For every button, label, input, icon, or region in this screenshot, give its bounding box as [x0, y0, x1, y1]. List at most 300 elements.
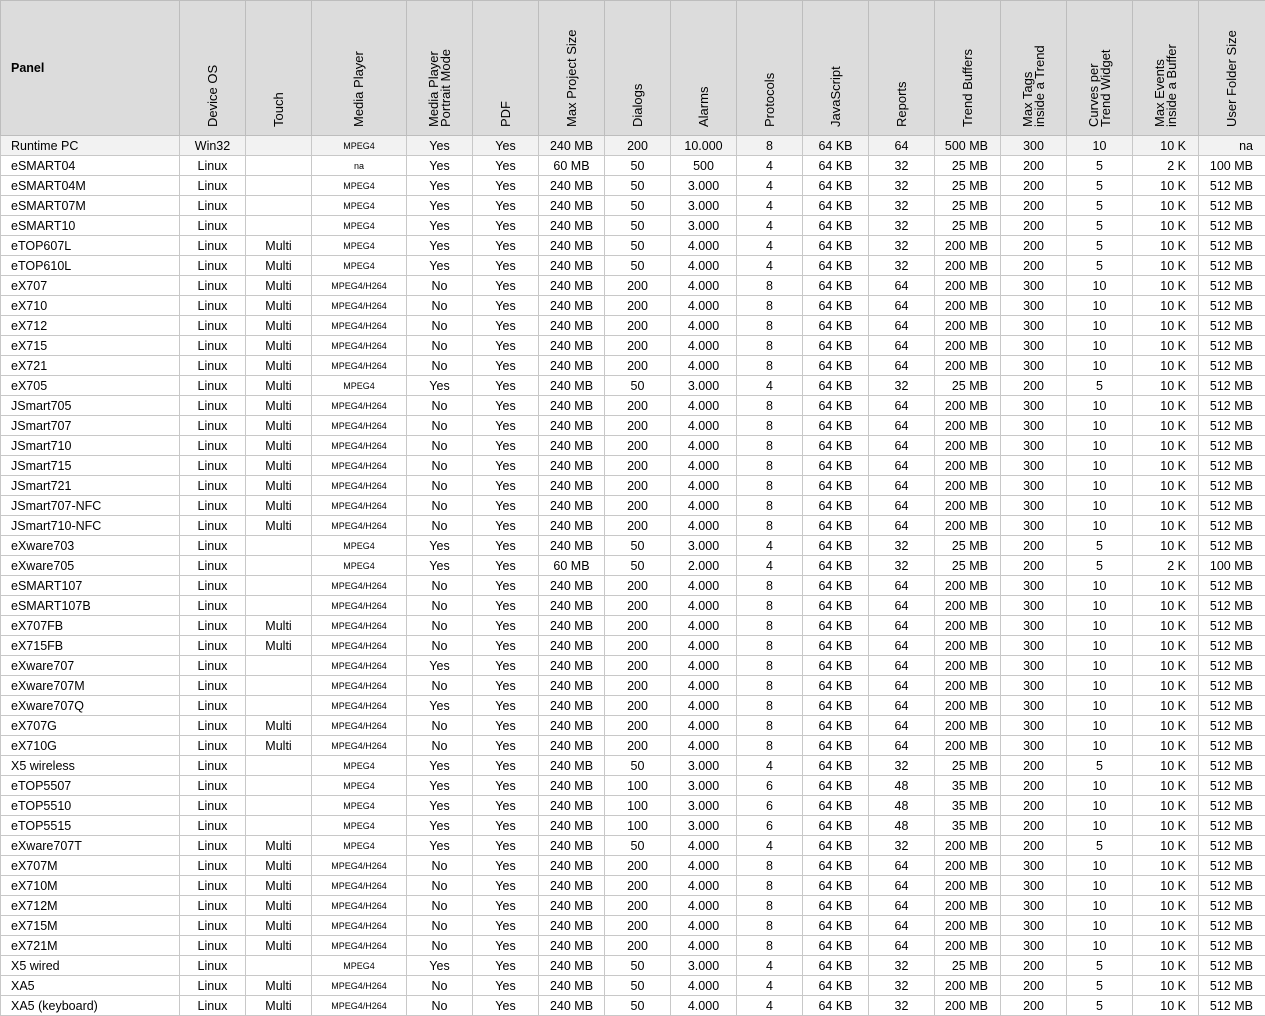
table-cell: 300 — [1001, 616, 1067, 636]
table-cell: 300 — [1001, 436, 1067, 456]
table-cell: 300 — [1001, 916, 1067, 936]
table-cell: 200 MB — [935, 616, 1001, 636]
table-cell: 10 — [1067, 496, 1133, 516]
table-cell: 10 — [1067, 796, 1133, 816]
table-cell: XA5 (keyboard) — [1, 996, 180, 1016]
table-cell: 200 — [605, 456, 671, 476]
table-row — [1, 716, 1265, 736]
table-cell: 10 — [1067, 856, 1133, 876]
table-cell: 200 — [605, 736, 671, 756]
table-cell: MPEG4 — [312, 796, 407, 816]
table-cell: Yes — [473, 196, 539, 216]
table-cell: 512 MB — [1199, 516, 1265, 536]
table-cell: 200 MB — [935, 836, 1001, 856]
table-cell: 240 MB — [539, 476, 605, 496]
column-header — [1067, 1, 1133, 136]
table-cell: 512 MB — [1199, 436, 1265, 456]
table-cell: MPEG4/H264 — [312, 696, 407, 716]
table-cell: 3.000 — [671, 796, 737, 816]
table-cell: 10 K — [1133, 216, 1199, 236]
table-cell: 10 — [1067, 916, 1133, 936]
table-cell: 512 MB — [1199, 716, 1265, 736]
table-cell: Linux — [180, 316, 246, 336]
table-cell: 100 — [605, 796, 671, 816]
table-cell: Linux — [180, 996, 246, 1016]
table-cell: eTOP5507 — [1, 776, 180, 796]
table-cell: MPEG4/H264 — [312, 276, 407, 296]
table-cell: 512 MB — [1199, 596, 1265, 616]
table-cell: 50 — [605, 196, 671, 216]
table-cell: 240 MB — [539, 896, 605, 916]
table-cell — [246, 596, 312, 616]
table-cell: Multi — [246, 496, 312, 516]
table-cell: 32 — [869, 236, 935, 256]
table-cell: 64 — [869, 356, 935, 376]
table-cell: 10 — [1067, 936, 1133, 956]
table-cell — [246, 756, 312, 776]
table-cell: MPEG4/H264 — [312, 616, 407, 636]
table-cell: 64 KB — [803, 196, 869, 216]
table-cell: 200 — [1001, 536, 1067, 556]
table-cell — [246, 796, 312, 816]
table-cell: Multi — [246, 416, 312, 436]
table-cell: 8 — [737, 656, 803, 676]
table-cell: No — [407, 436, 473, 456]
table-row — [1, 636, 1265, 656]
table-cell: 512 MB — [1199, 216, 1265, 236]
table-cell: 10 — [1067, 296, 1133, 316]
table-cell: 64 KB — [803, 756, 869, 776]
table-cell: 10 K — [1133, 236, 1199, 256]
table-cell: 64 — [869, 396, 935, 416]
table-cell: 4.000 — [671, 616, 737, 636]
table-cell: 10 K — [1133, 396, 1199, 416]
table-row — [1, 416, 1265, 436]
table-cell: 200 — [605, 316, 671, 336]
table-cell: Multi — [246, 476, 312, 496]
column-header — [246, 1, 312, 136]
table-cell: 64 — [869, 936, 935, 956]
table-row — [1, 456, 1265, 476]
table-cell: 200 — [605, 476, 671, 496]
table-cell: 4.000 — [671, 496, 737, 516]
table-cell: 4.000 — [671, 976, 737, 996]
table-cell: 5 — [1067, 176, 1133, 196]
table-cell: 200 MB — [935, 276, 1001, 296]
table-cell: 5 — [1067, 256, 1133, 276]
table-cell: 200 — [605, 296, 671, 316]
column-header-label: PDF — [500, 3, 512, 127]
table-cell: 4.000 — [671, 276, 737, 296]
table-cell: Linux — [180, 356, 246, 376]
table-cell: 200 — [605, 596, 671, 616]
table-cell: 4.000 — [671, 696, 737, 716]
table-cell: 10 K — [1133, 536, 1199, 556]
table-cell: JSmart710-NFC — [1, 516, 180, 536]
table-cell: 240 MB — [539, 396, 605, 416]
table-cell: Yes — [407, 816, 473, 836]
table-cell: 60 MB — [539, 556, 605, 576]
table-cell: Yes — [407, 156, 473, 176]
table-cell: 50 — [605, 956, 671, 976]
table-cell: No — [407, 936, 473, 956]
table-cell: 50 — [605, 996, 671, 1016]
table-cell: 512 MB — [1199, 256, 1265, 276]
table-cell: 64 KB — [803, 376, 869, 396]
table-cell: 8 — [737, 496, 803, 516]
column-header — [539, 1, 605, 136]
table-cell: 10 — [1067, 396, 1133, 416]
table-cell: 8 — [737, 336, 803, 356]
table-cell: 240 MB — [539, 236, 605, 256]
table-cell: 200 MB — [935, 416, 1001, 436]
table-cell: 300 — [1001, 136, 1067, 156]
table-cell: 5 — [1067, 216, 1133, 236]
table-cell: Yes — [473, 516, 539, 536]
table-cell: MPEG4 — [312, 176, 407, 196]
table-row — [1, 596, 1265, 616]
table-cell: 6 — [737, 816, 803, 836]
table-cell: 3.000 — [671, 216, 737, 236]
table-cell: 10 K — [1133, 436, 1199, 456]
table-cell: Multi — [246, 916, 312, 936]
table-cell: 240 MB — [539, 836, 605, 856]
table-cell — [246, 216, 312, 236]
table-cell: 240 MB — [539, 276, 605, 296]
table-cell: Multi — [246, 256, 312, 276]
table-cell: MPEG4/H264 — [312, 596, 407, 616]
table-cell: 64 — [869, 636, 935, 656]
column-header — [803, 1, 869, 136]
table-cell: 64 — [869, 516, 935, 536]
table-cell: 300 — [1001, 636, 1067, 656]
table-cell — [246, 556, 312, 576]
table-cell: No — [407, 996, 473, 1016]
table-cell: 25 MB — [935, 956, 1001, 976]
table-cell: 200 — [605, 336, 671, 356]
table-cell: eXware707M — [1, 676, 180, 696]
table-cell: 3.000 — [671, 956, 737, 976]
table-cell: 32 — [869, 956, 935, 976]
table-cell: 240 MB — [539, 736, 605, 756]
table-cell: 512 MB — [1199, 176, 1265, 196]
table-cell — [246, 176, 312, 196]
table-cell: MPEG4/H264 — [312, 676, 407, 696]
table-cell: 200 MB — [935, 436, 1001, 456]
table-cell: Linux — [180, 836, 246, 856]
table-cell: 64 — [869, 296, 935, 316]
table-cell: 200 — [605, 436, 671, 456]
table-cell: Linux — [180, 776, 246, 796]
table-cell: 32 — [869, 256, 935, 276]
table-cell — [246, 576, 312, 596]
table-cell: 200 MB — [935, 936, 1001, 956]
column-header-label: User Folder Size — [1226, 3, 1238, 127]
table-cell: Yes — [473, 296, 539, 316]
table-cell: 64 KB — [803, 956, 869, 976]
table-cell: Multi — [246, 876, 312, 896]
column-header-label: Device OS — [207, 3, 219, 127]
table-cell: 200 MB — [935, 476, 1001, 496]
table-cell: 50 — [605, 756, 671, 776]
table-cell: Yes — [473, 756, 539, 776]
table-cell: 64 KB — [803, 936, 869, 956]
table-cell: MPEG4 — [312, 776, 407, 796]
table-row — [1, 896, 1265, 916]
table-cell: No — [407, 876, 473, 896]
table-cell: No — [407, 416, 473, 436]
table-cell: 2 K — [1133, 156, 1199, 176]
table-cell: MPEG4/H264 — [312, 896, 407, 916]
table-cell: 25 MB — [935, 556, 1001, 576]
table-cell: 64 — [869, 456, 935, 476]
table-cell: 64 KB — [803, 656, 869, 676]
table-cell: 64 KB — [803, 976, 869, 996]
table-cell: Yes — [473, 416, 539, 436]
table-cell: 4 — [737, 556, 803, 576]
table-cell: eXware703 — [1, 536, 180, 556]
table-cell: Yes — [473, 996, 539, 1016]
table-cell: eX710M — [1, 876, 180, 896]
table-cell: 10 — [1067, 896, 1133, 916]
table-cell: 512 MB — [1199, 236, 1265, 256]
table-cell: 10 K — [1133, 496, 1199, 516]
table-cell: 3.000 — [671, 376, 737, 396]
table-cell: 6 — [737, 776, 803, 796]
table-cell: eTOP5510 — [1, 796, 180, 816]
table-cell: XA5 — [1, 976, 180, 996]
table-cell: 64 — [869, 136, 935, 156]
table-cell: Linux — [180, 476, 246, 496]
table-cell: 32 — [869, 176, 935, 196]
table-cell: 10 K — [1133, 456, 1199, 476]
column-header: Panel — [1, 1, 180, 136]
table-cell: Yes — [473, 156, 539, 176]
table-cell: 25 MB — [935, 536, 1001, 556]
table-cell: Linux — [180, 936, 246, 956]
table-cell: Linux — [180, 656, 246, 676]
table-cell: Yes — [473, 736, 539, 756]
table-cell: 8 — [737, 396, 803, 416]
table-cell: 240 MB — [539, 976, 605, 996]
table-cell: Linux — [180, 336, 246, 356]
table-cell: 512 MB — [1199, 496, 1265, 516]
table-cell: No — [407, 976, 473, 996]
table-cell: 200 — [605, 496, 671, 516]
table-cell: 8 — [737, 676, 803, 696]
table-cell: 64 KB — [803, 816, 869, 836]
table-cell: 512 MB — [1199, 416, 1265, 436]
table-cell — [246, 136, 312, 156]
table-cell: 200 — [605, 896, 671, 916]
table-cell: 10 — [1067, 656, 1133, 676]
table-cell: 8 — [737, 736, 803, 756]
table-cell: 200 — [1001, 376, 1067, 396]
table-cell: 10 — [1067, 516, 1133, 536]
table-cell: Yes — [407, 216, 473, 236]
table-cell: Linux — [180, 496, 246, 516]
table-cell: 32 — [869, 376, 935, 396]
table-cell: 200 — [605, 656, 671, 676]
table-cell: 32 — [869, 836, 935, 856]
table-cell: 4.000 — [671, 896, 737, 916]
table-cell: No — [407, 516, 473, 536]
table-cell: No — [407, 456, 473, 476]
table-cell: 5 — [1067, 836, 1133, 856]
table-cell: MPEG4/H264 — [312, 876, 407, 896]
table-cell: 10 K — [1133, 616, 1199, 636]
table-cell: 10 K — [1133, 516, 1199, 536]
table-cell: 200 — [1001, 196, 1067, 216]
table-cell: MPEG4/H264 — [312, 336, 407, 356]
table-cell: 4.000 — [671, 416, 737, 436]
table-cell: 64 KB — [803, 776, 869, 796]
table-cell: Linux — [180, 236, 246, 256]
table-cell: 10 K — [1133, 816, 1199, 836]
table-cell: 4.000 — [671, 716, 737, 736]
table-cell: 8 — [737, 596, 803, 616]
table-row — [1, 876, 1265, 896]
table-cell: 300 — [1001, 356, 1067, 376]
table-cell: 100 — [605, 816, 671, 836]
table-cell: 512 MB — [1199, 616, 1265, 636]
table-cell: 4 — [737, 156, 803, 176]
table-cell: Yes — [473, 216, 539, 236]
table-cell: No — [407, 856, 473, 876]
table-cell: 8 — [737, 576, 803, 596]
table-cell: 200 — [1001, 796, 1067, 816]
table-cell: 240 MB — [539, 336, 605, 356]
table-cell: MPEG4/H264 — [312, 416, 407, 436]
table-cell: 8 — [737, 456, 803, 476]
table-cell: 64 KB — [803, 856, 869, 876]
table-cell: eSMART04M — [1, 176, 180, 196]
table-cell: 240 MB — [539, 676, 605, 696]
table-cell: 200 — [605, 876, 671, 896]
table-row — [1, 376, 1265, 396]
table-cell: 300 — [1001, 876, 1067, 896]
table-cell: 200 MB — [935, 236, 1001, 256]
table-cell: 8 — [737, 936, 803, 956]
table-cell: JSmart707 — [1, 416, 180, 436]
table-cell: 4 — [737, 176, 803, 196]
table-cell: 10 K — [1133, 796, 1199, 816]
table-cell: 5 — [1067, 376, 1133, 396]
table-cell: 8 — [737, 436, 803, 456]
table-cell: eXware705 — [1, 556, 180, 576]
table-cell: 200 — [605, 676, 671, 696]
table-cell: 10 K — [1133, 416, 1199, 436]
table-cell: na — [312, 156, 407, 176]
table-cell: 200 — [1001, 956, 1067, 976]
table-cell: 4.000 — [671, 396, 737, 416]
table-cell: MPEG4/H264 — [312, 856, 407, 876]
table-cell: MPEG4/H264 — [312, 976, 407, 996]
table-cell: 4.000 — [671, 516, 737, 536]
column-header-label: Max Tags inside a Trend — [1022, 3, 1046, 127]
table-cell: 512 MB — [1199, 736, 1265, 756]
table-cell: 200 MB — [935, 916, 1001, 936]
table-cell: 4 — [737, 756, 803, 776]
table-cell: eSMART107 — [1, 576, 180, 596]
table-cell: 512 MB — [1199, 876, 1265, 896]
table-cell: 10 — [1067, 696, 1133, 716]
table-row — [1, 496, 1265, 516]
table-cell: Linux — [180, 436, 246, 456]
table-cell: 10 — [1067, 336, 1133, 356]
table-cell: 4.000 — [671, 476, 737, 496]
table-cell: Yes — [473, 696, 539, 716]
table-row — [1, 336, 1265, 356]
table-cell: 512 MB — [1199, 356, 1265, 376]
table-cell: 10 K — [1133, 776, 1199, 796]
table-cell: Multi — [246, 296, 312, 316]
table-cell: 4.000 — [671, 656, 737, 676]
table-cell: 64 KB — [803, 156, 869, 176]
table-cell: 64 KB — [803, 536, 869, 556]
table-cell: 35 MB — [935, 776, 1001, 796]
table-cell: 50 — [605, 376, 671, 396]
table-cell: 8 — [737, 276, 803, 296]
table-cell: 240 MB — [539, 436, 605, 456]
table-row — [1, 516, 1265, 536]
table-cell: 10 K — [1133, 336, 1199, 356]
table-cell: 240 MB — [539, 716, 605, 736]
table-cell: 200 — [605, 636, 671, 656]
table-cell: 4 — [737, 216, 803, 236]
table-cell: 4.000 — [671, 296, 737, 316]
table-cell: 8 — [737, 636, 803, 656]
table-cell: eX705 — [1, 376, 180, 396]
table-cell: 48 — [869, 776, 935, 796]
table-cell: No — [407, 676, 473, 696]
table-cell: Yes — [473, 776, 539, 796]
table-cell: 240 MB — [539, 816, 605, 836]
table-cell: 10 K — [1133, 896, 1199, 916]
table-cell: Multi — [246, 896, 312, 916]
table-cell: No — [407, 336, 473, 356]
table-cell: 240 MB — [539, 656, 605, 676]
table-row — [1, 276, 1265, 296]
column-header-label: Max Project Size — [566, 3, 578, 127]
table-cell: 8 — [737, 476, 803, 496]
table-cell: 200 MB — [935, 716, 1001, 736]
table-cell: Multi — [246, 636, 312, 656]
table-cell: 6 — [737, 796, 803, 816]
table-cell: MPEG4/H264 — [312, 716, 407, 736]
table-cell: 64 KB — [803, 176, 869, 196]
table-cell: eX712M — [1, 896, 180, 916]
table-cell: Yes — [407, 176, 473, 196]
table-cell: 8 — [737, 296, 803, 316]
table-cell: 64 — [869, 416, 935, 436]
table-cell: 300 — [1001, 516, 1067, 536]
table-cell: Yes — [473, 496, 539, 516]
table-cell: 64 KB — [803, 216, 869, 236]
table-cell: 10 K — [1133, 596, 1199, 616]
table-cell: 4.000 — [671, 256, 737, 276]
table-cell: Yes — [473, 376, 539, 396]
table-cell: Multi — [246, 736, 312, 756]
table-row — [1, 796, 1265, 816]
table-cell: Linux — [180, 676, 246, 696]
table-cell: Multi — [246, 316, 312, 336]
table-cell: 512 MB — [1199, 816, 1265, 836]
table-cell: MPEG4 — [312, 376, 407, 396]
table-cell: 5 — [1067, 976, 1133, 996]
table-cell: Linux — [180, 256, 246, 276]
table-cell: No — [407, 916, 473, 936]
